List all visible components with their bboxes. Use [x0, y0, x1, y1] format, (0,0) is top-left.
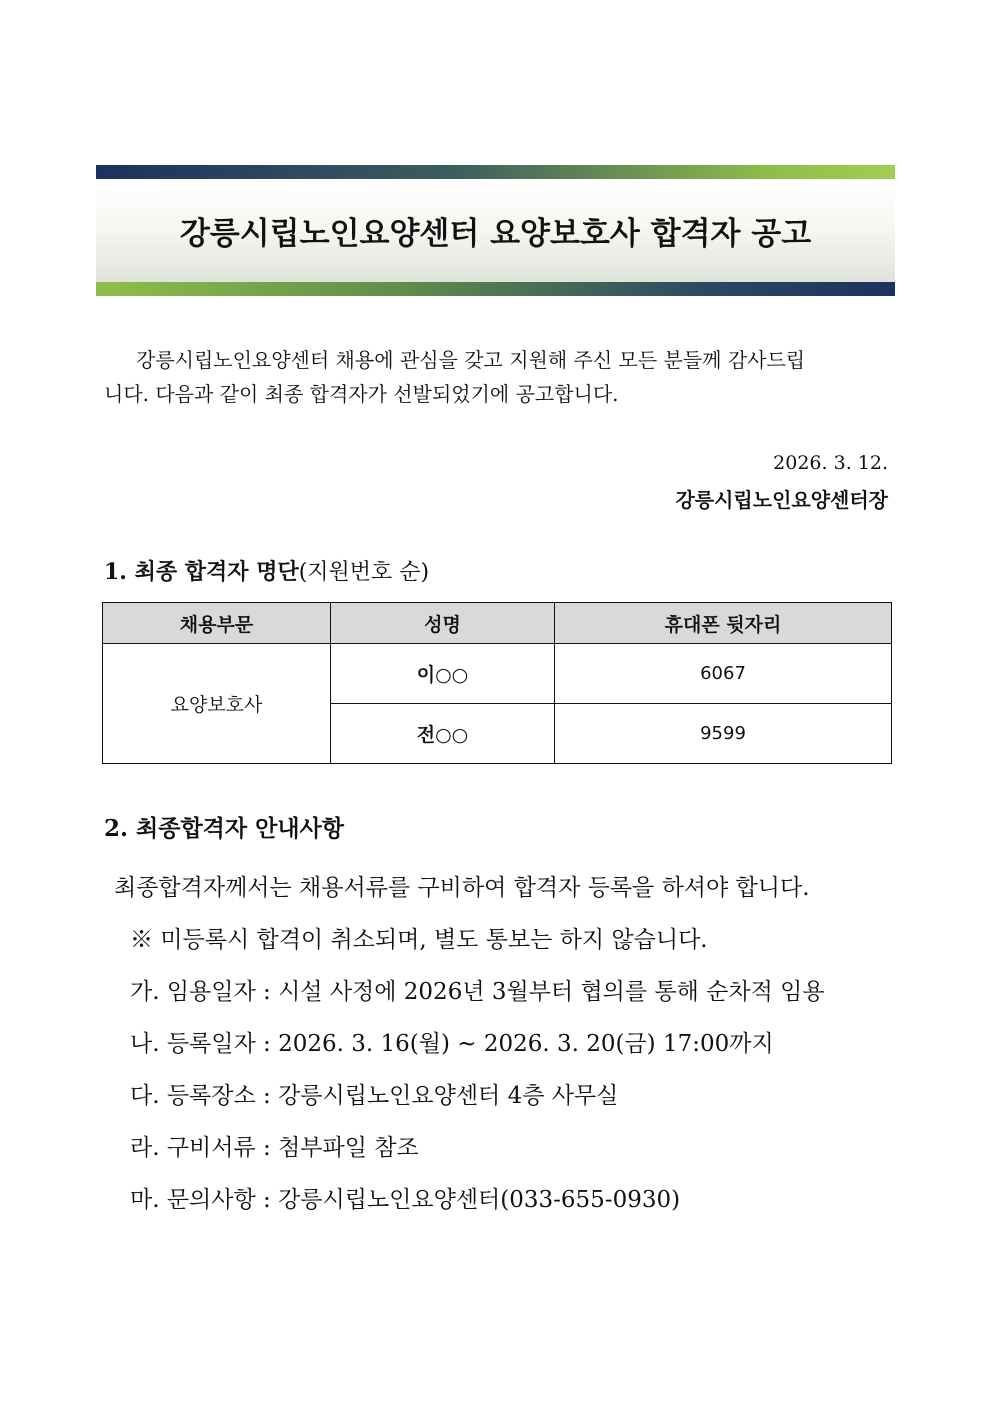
name-masked: ○○: [435, 664, 469, 686]
title-banner: [96, 165, 895, 296]
list-item: 마. 문의사항 : 강릉시립노인요양센터(033-655-0930): [130, 1187, 681, 1213]
list-item: 나. 등록일자 : 2026. 3. 16(월) ~ 2026. 3. 20(금) 17:00까지: [130, 1031, 774, 1057]
phone-cell: 9599: [555, 704, 892, 764]
department-cell: 요양보호사: [103, 644, 331, 764]
name-masked: ○○: [435, 724, 469, 746]
section-2-heading: 2. 최종합격자 안내사항: [104, 815, 344, 842]
notice-date: 2026. 3. 12.: [773, 452, 888, 474]
column-header-department: 채용부문: [103, 603, 331, 644]
notice-list: [114, 862, 894, 1226]
column-header-phone: 휴대폰 뒷자리: [555, 603, 892, 644]
name-surname: 이: [416, 664, 436, 686]
name-surname: 전: [416, 724, 436, 746]
section-1-heading-note: (지원번호 순): [298, 560, 430, 585]
section-1-heading: [104, 555, 429, 586]
banner-bottom-stripe: [96, 282, 895, 296]
name-cell: [331, 704, 555, 764]
table-row: [103, 644, 892, 704]
notice-lead: 최종합격자께서는 채용서류를 구비하여 합격자 등록을 하셔야 합니다.: [114, 875, 810, 901]
list-item: 가. 임용일자 : 시설 사정에 2026년 3월부터 협의를 통해 순차적 임용: [130, 979, 825, 1005]
table-header-row: [103, 603, 892, 644]
intro-line-1: 강릉시립노인요양센터 채용에 관심을 갖고 지원해 주신 모든 분들께 감사드립: [136, 348, 806, 372]
intro-line-2: 니다. 다음과 같이 최종 합격자가 선발되었기에 공고합니다.: [104, 382, 619, 406]
signer-name: 강릉시립노인요양센터장: [675, 488, 888, 512]
page-title: 강릉시립노인요양센터 요양보호사 합격자 공고: [179, 216, 812, 252]
intro-paragraph: [104, 343, 890, 411]
section-1-heading-bold: 1. 최종 합격자 명단: [104, 559, 299, 585]
finalist-table: [102, 602, 892, 764]
name-cell: [331, 644, 555, 704]
phone-cell: 6067: [555, 644, 892, 704]
column-header-name: 성명: [331, 603, 555, 644]
banner-top-stripe: [96, 165, 895, 179]
list-item: 라. 구비서류 : 첨부파일 참조: [130, 1135, 419, 1161]
list-item: 다. 등록장소 : 강릉시립노인요양센터 4층 사무실: [130, 1083, 619, 1109]
notice-warning: ※ 미등록시 합격이 취소되며, 별도 통보는 하지 않습니다.: [130, 927, 708, 953]
